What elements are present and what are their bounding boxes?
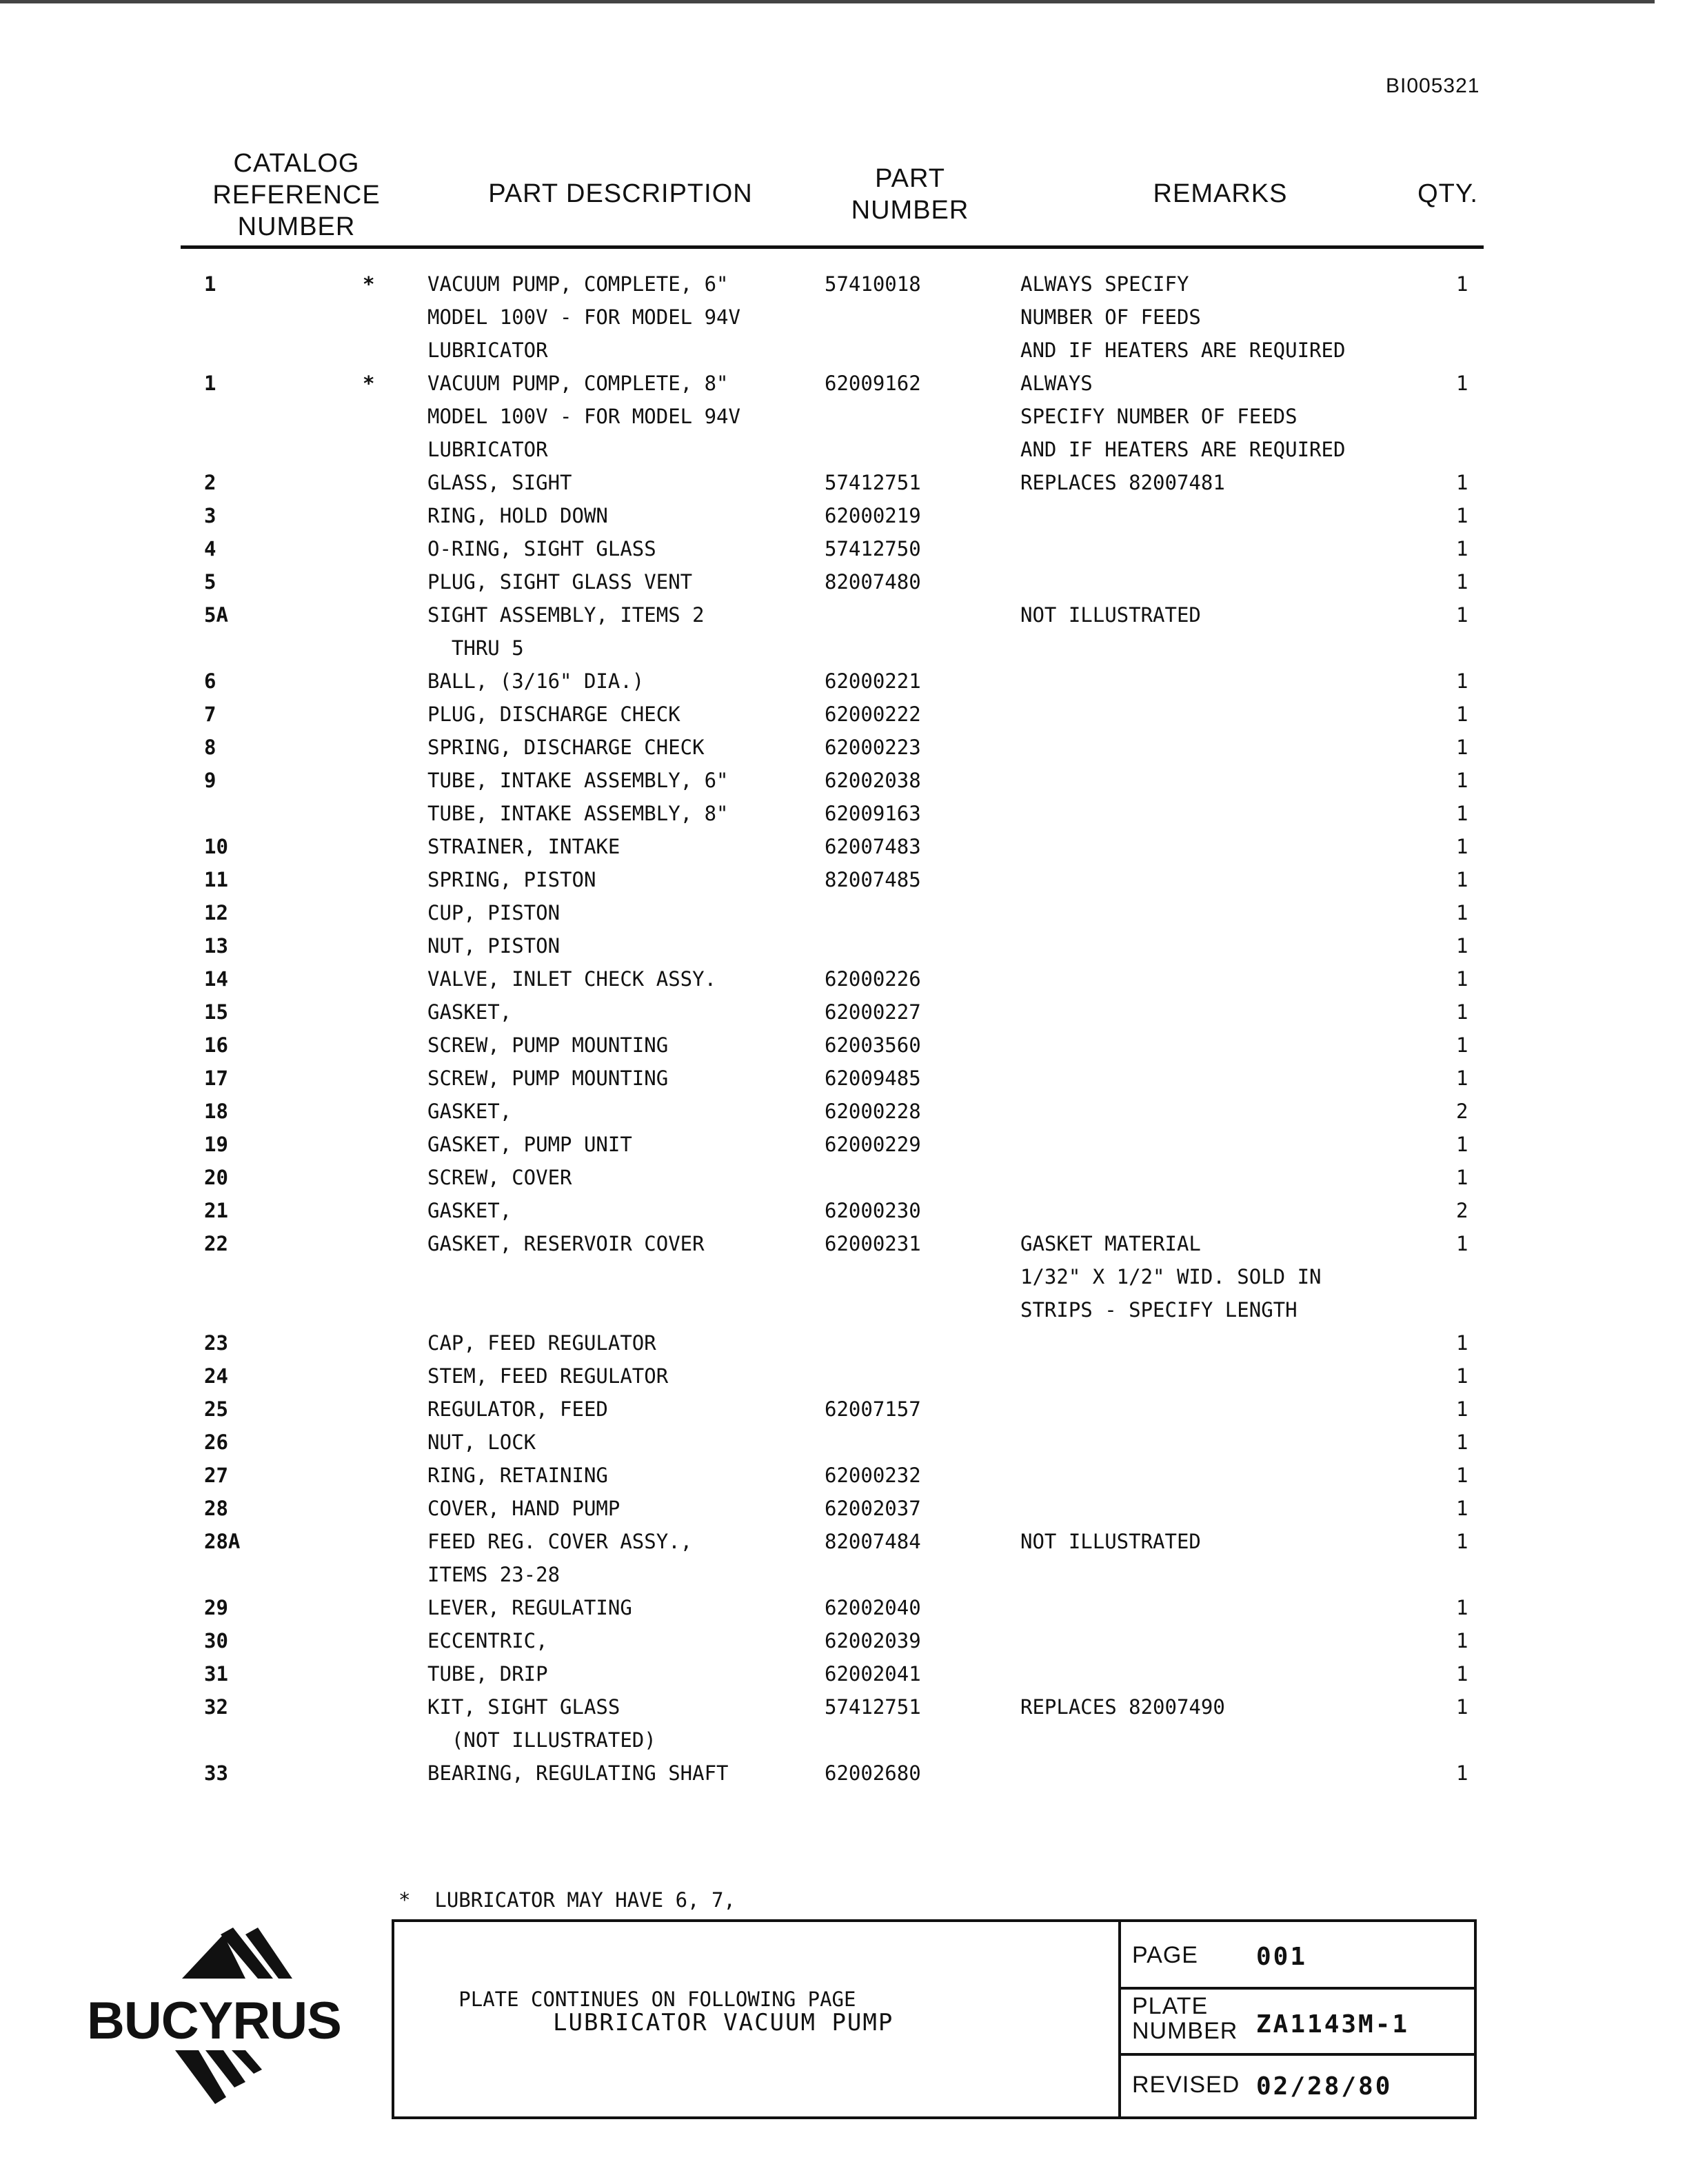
header-qty: QTY. (1417, 179, 1478, 208)
table-row (0, 962, 1696, 995)
description-cell (427, 1194, 512, 1227)
part-number-cell: 62002680 (825, 1761, 921, 1785)
description-cell (427, 896, 560, 929)
qty-cell: 1 (1456, 669, 1468, 693)
catalog-ref-cell: 13 (204, 934, 228, 958)
part-number-cell: 62000222 (825, 702, 921, 726)
remarks-line: NUMBER OF FEEDS (1020, 305, 1201, 329)
part-number-cell: 62000228 (825, 1100, 921, 1123)
qty-cell: 1 (1456, 504, 1468, 527)
asterisk-mark: * (363, 372, 375, 395)
qty-cell: 1 (1456, 1530, 1468, 1553)
catalog-ref-cell: 25 (204, 1397, 228, 1421)
remarks-line: REPLACES 82007490 (1020, 1695, 1225, 1719)
catalog-ref-cell: 11 (204, 868, 228, 891)
table-row (0, 1393, 1696, 1426)
description-cell (427, 565, 692, 598)
catalog-ref-cell: 9 (204, 769, 216, 792)
qty-cell: 1 (1456, 1166, 1468, 1189)
description-cell (427, 466, 572, 499)
description-cell (427, 1426, 536, 1459)
remarks-cell (1020, 1690, 1225, 1723)
description-line: STRAINER, INTAKE (427, 835, 620, 858)
qty-cell: 1 (1456, 570, 1468, 594)
table-row (0, 565, 1696, 598)
title-block (392, 1919, 1477, 2119)
description-cell (427, 1657, 548, 1690)
table-row (0, 1492, 1696, 1525)
description-line: BALL, (3/16" DIA.) (427, 669, 645, 693)
description-line: GASKET, PUMP UNIT (427, 1133, 632, 1156)
catalog-ref-cell: 12 (204, 901, 228, 924)
catalog-ref-cell: 30 (204, 1629, 228, 1652)
table-row (0, 1095, 1696, 1128)
table-row (0, 1591, 1696, 1624)
qty-cell: 1 (1456, 901, 1468, 924)
catalog-ref-cell: 33 (204, 1761, 228, 1785)
table-row (0, 598, 1696, 665)
header-remarks: REMARKS (1153, 179, 1288, 208)
table-row (0, 1459, 1696, 1492)
header-part-line1: PART (875, 164, 945, 193)
qty-cell: 1 (1456, 1397, 1468, 1421)
table-row (0, 1128, 1696, 1161)
catalog-ref-cell: 1 (204, 372, 216, 395)
description-cell (427, 1624, 548, 1657)
description-cell (427, 367, 740, 466)
catalog-ref-cell: 17 (204, 1066, 228, 1090)
revised-label: REVISED (1132, 2072, 1240, 2098)
description-line: VALVE, INLET CHECK ASSY. (427, 967, 717, 991)
part-number-cell: 62007483 (825, 835, 921, 858)
description-line: REGULATOR, FEED (427, 1397, 608, 1421)
catalog-ref-cell: 10 (204, 835, 228, 858)
table-row (0, 1690, 1696, 1757)
remarks-line: ALWAYS (1020, 372, 1093, 395)
description-line: CAP, FEED REGULATOR (427, 1331, 656, 1355)
part-number-cell: 82007485 (825, 868, 921, 891)
plate-label (1132, 1994, 1238, 2043)
qty-cell: 1 (1456, 1133, 1468, 1156)
table-row (0, 1227, 1696, 1326)
plate-label-line2: NUMBER (1132, 2018, 1238, 2044)
part-number-cell: 62007157 (825, 1397, 921, 1421)
part-number-cell: 62002038 (825, 769, 921, 792)
description-line: MODEL 100V - FOR MODEL 94V (427, 305, 740, 329)
header-rule (181, 245, 1484, 249)
part-number-cell: 57410018 (825, 272, 921, 296)
part-number-cell: 62000226 (825, 967, 921, 991)
header-part-line2: NUMBER (851, 196, 969, 225)
description-cell (427, 962, 716, 995)
qty-cell: 1 (1456, 1331, 1468, 1355)
asterisk-mark: * (363, 272, 375, 296)
description-cell (427, 1492, 620, 1525)
page-value: 001 (1256, 1943, 1308, 1971)
description-line: BEARING, REGULATING SHAFT (427, 1761, 729, 1785)
description-cell (427, 995, 512, 1029)
qty-cell: 1 (1456, 967, 1468, 991)
qty-cell: 1 (1456, 835, 1468, 858)
description-line: O-RING, SIGHT GLASS (427, 537, 656, 560)
qty-cell: 2 (1456, 1199, 1468, 1222)
description-line: GLASS, SIGHT (427, 471, 572, 494)
catalog-ref-cell: 16 (204, 1033, 228, 1057)
table-row (0, 1161, 1696, 1194)
part-number-cell: 57412751 (825, 1695, 921, 1719)
revised-value: 02/28/80 (1256, 2072, 1393, 2101)
description-line: COVER, HAND PUMP (427, 1497, 620, 1520)
description-cell (427, 598, 705, 665)
qty-cell: 1 (1456, 272, 1468, 296)
description-line: THRU 5 (427, 636, 524, 660)
description-cell (427, 1161, 572, 1194)
bucyrus-logo (85, 1923, 375, 2123)
plate-number-value: ZA1143M-1 (1256, 2010, 1410, 2039)
qty-cell: 1 (1456, 537, 1468, 560)
part-number-cell: 62000227 (825, 1000, 921, 1024)
part-number-cell: 62000229 (825, 1133, 921, 1156)
table-row (0, 499, 1696, 532)
header-ref-line3: NUMBER (237, 212, 356, 241)
qty-cell: 1 (1456, 1000, 1468, 1024)
qty-cell: 1 (1456, 1662, 1468, 1686)
remarks-cell (1020, 598, 1201, 631)
description-cell (427, 1359, 668, 1393)
scan-top-edge (0, 0, 1655, 3)
table-row (0, 466, 1696, 499)
remarks-line: NOT ILLUSTRATED (1020, 1530, 1201, 1553)
part-number-cell: 82007480 (825, 570, 921, 594)
description-cell (427, 1525, 692, 1591)
description-line: GASKET, (427, 1100, 512, 1123)
table-row (0, 1624, 1696, 1657)
table-row (0, 1426, 1696, 1459)
description-cell (427, 929, 560, 962)
qty-cell: 1 (1456, 372, 1468, 395)
description-cell (427, 1095, 512, 1128)
qty-cell: 1 (1456, 1695, 1468, 1719)
part-number-cell: 62002040 (825, 1596, 921, 1619)
description-line: SIGHT ASSEMBLY, ITEMS 2 (427, 603, 705, 627)
header-ref-line2: REFERENCE (212, 181, 381, 210)
remarks-line: REPLACES 82007481 (1020, 471, 1225, 494)
description-line: GASKET, RESERVOIR COVER (427, 1232, 705, 1255)
remarks-cell (1020, 367, 1345, 466)
part-number-cell: 62002037 (825, 1497, 921, 1520)
description-cell (427, 1128, 632, 1161)
part-number-cell: 57412751 (825, 471, 921, 494)
remarks-cell (1020, 1525, 1201, 1558)
table-row (0, 1194, 1696, 1227)
description-line: STEM, FEED REGULATOR (427, 1364, 669, 1388)
header-ref-line1: CATALOG (233, 149, 360, 178)
catalog-ref-cell: 28 (204, 1497, 228, 1520)
description-line: ITEMS 23-28 (427, 1563, 561, 1586)
catalog-ref-cell: 24 (204, 1364, 228, 1388)
remarks-line: AND IF HEATERS ARE REQUIRED (1020, 438, 1346, 461)
catalog-ref-cell: 29 (204, 1596, 228, 1619)
catalog-ref-cell: 14 (204, 967, 228, 991)
description-line: VACUUM PUMP, COMPLETE, 8" (427, 372, 729, 395)
page-label: PAGE (1132, 1942, 1198, 1968)
catalog-ref-cell: 18 (204, 1100, 228, 1123)
document-id: BI005321 (1386, 74, 1480, 97)
description-line: GASKET, (427, 1199, 512, 1222)
description-cell (427, 764, 729, 797)
description-cell (427, 698, 680, 731)
table-row (0, 863, 1696, 896)
table-row (0, 995, 1696, 1029)
remarks-line: ALWAYS SPECIFY (1020, 272, 1189, 296)
footnote-line2: PLATE CONTINUES ON FOLLOWING PAGE (398, 1988, 856, 2011)
description-line: TUBE, INTAKE ASSEMBLY, 8" (427, 802, 729, 825)
part-number-cell: 62009485 (825, 1066, 921, 1090)
description-line: (NOT ILLUSTRATED) (427, 1728, 656, 1752)
description-line: SPRING, PISTON (427, 868, 596, 891)
table-row (0, 830, 1696, 863)
description-cell (427, 532, 656, 565)
catalog-ref-cell: 5 (204, 570, 216, 594)
qty-cell: 1 (1456, 1464, 1468, 1487)
qty-cell: 1 (1456, 934, 1468, 958)
description-line: SCREW, PUMP MOUNTING (427, 1033, 669, 1057)
logo-text: BUCYRUS (87, 1992, 341, 2050)
remarks-line: SPECIFY NUMBER OF FEEDS (1020, 405, 1298, 428)
description-cell (427, 1227, 705, 1260)
qty-cell: 1 (1456, 1364, 1468, 1388)
part-number-cell: 62000230 (825, 1199, 921, 1222)
catalog-ref-cell: 8 (204, 736, 216, 759)
plate-row (1121, 1990, 1474, 2056)
part-number-cell: 62000219 (825, 504, 921, 527)
header-part-number (827, 163, 993, 226)
part-number-cell: 62000231 (825, 1232, 921, 1255)
catalog-ref-cell: 21 (204, 1199, 228, 1222)
catalog-ref-cell: 5A (204, 603, 228, 627)
description-cell (427, 863, 596, 896)
title-info-box (1118, 1919, 1477, 2119)
part-number-cell: 62000223 (825, 736, 921, 759)
catalog-ref-cell: 26 (204, 1430, 228, 1454)
catalog-ref-cell: 19 (204, 1133, 228, 1156)
plate-label-line1: PLATE (1132, 1993, 1209, 2019)
description-line: RING, RETAINING (427, 1464, 608, 1487)
catalog-ref-cell: 20 (204, 1166, 228, 1189)
catalog-ref-cell: 27 (204, 1464, 228, 1487)
catalog-ref-cell: 3 (204, 504, 216, 527)
part-number-cell: 62003560 (825, 1033, 921, 1057)
description-cell (427, 1326, 656, 1359)
table-row (0, 267, 1696, 367)
parts-table (0, 267, 1696, 1790)
table-row (0, 1657, 1696, 1690)
description-line: FEED REG. COVER ASSY., (427, 1530, 693, 1553)
part-number-cell: 62009162 (825, 372, 921, 395)
qty-cell: 2 (1456, 1100, 1468, 1123)
page-row (1121, 1922, 1474, 1990)
description-line: LUBRICATOR (427, 338, 548, 362)
remarks-line: STRIPS - SPECIFY LENGTH (1020, 1298, 1298, 1322)
description-line: TUBE, DRIP (427, 1662, 548, 1686)
table-row (0, 1525, 1696, 1591)
catalog-ref-cell: 6 (204, 669, 216, 693)
part-number-cell: 82007484 (825, 1530, 921, 1553)
part-number-cell: 62002039 (825, 1629, 921, 1652)
table-row (0, 1029, 1696, 1062)
description-line: LUBRICATOR (427, 438, 548, 461)
table-row (0, 367, 1696, 466)
description-cell (427, 1062, 668, 1095)
part-number-cell: 57412750 (825, 537, 921, 560)
description-cell (427, 1690, 656, 1757)
description-line: KIT, SIGHT GLASS (427, 1695, 620, 1719)
description-cell (427, 499, 608, 532)
qty-cell: 1 (1456, 868, 1468, 891)
qty-cell: 1 (1456, 769, 1468, 792)
catalog-ref-cell: 22 (204, 1232, 228, 1255)
part-number-cell: 62009163 (825, 802, 921, 825)
header-catalog-reference (200, 148, 393, 243)
table-row (0, 665, 1696, 698)
description-cell (427, 1459, 608, 1492)
description-cell (427, 731, 705, 764)
remarks-line: AND IF HEATERS ARE REQUIRED (1020, 338, 1346, 362)
qty-cell: 1 (1456, 802, 1468, 825)
description-cell (427, 1029, 668, 1062)
qty-cell: 1 (1456, 1232, 1468, 1255)
table-row (0, 797, 1696, 830)
catalog-ref-cell: 7 (204, 702, 216, 726)
description-line: RING, HOLD DOWN (427, 504, 608, 527)
table-row (0, 731, 1696, 764)
description-cell (427, 1757, 729, 1790)
qty-cell: 1 (1456, 736, 1468, 759)
description-cell (427, 1393, 608, 1426)
qty-cell: 1 (1456, 603, 1468, 627)
qty-cell: 1 (1456, 702, 1468, 726)
qty-cell: 1 (1456, 1497, 1468, 1520)
description-line: GASKET, (427, 1000, 512, 1024)
remarks-cell (1020, 1227, 1322, 1326)
table-row (0, 1062, 1696, 1095)
qty-cell: 1 (1456, 1033, 1468, 1057)
description-line: NUT, PISTON (427, 934, 561, 958)
description-line: TUBE, INTAKE ASSEMBLY, 6" (427, 769, 729, 792)
description-cell (427, 797, 729, 830)
table-row (0, 1326, 1696, 1359)
description-cell (427, 267, 740, 367)
qty-cell: 1 (1456, 471, 1468, 494)
table-row (0, 764, 1696, 797)
table-row (0, 698, 1696, 731)
catalog-ref-cell: 4 (204, 537, 216, 560)
table-row (0, 1359, 1696, 1393)
catalog-ref-cell: 15 (204, 1000, 228, 1024)
remarks-cell (1020, 267, 1345, 367)
part-number-cell: 62000232 (825, 1464, 921, 1487)
remarks-cell (1020, 466, 1225, 499)
description-line: MODEL 100V - FOR MODEL 94V (427, 405, 740, 428)
description-line: LEVER, REGULATING (427, 1596, 632, 1619)
table-row (0, 532, 1696, 565)
table-row (0, 1757, 1696, 1790)
part-number-cell: 62002041 (825, 1662, 921, 1686)
catalog-ref-cell: 32 (204, 1695, 228, 1719)
qty-cell: 1 (1456, 1761, 1468, 1785)
description-line: SCREW, COVER (427, 1166, 572, 1189)
revised-row (1121, 2056, 1474, 2116)
catalog-ref-cell: 23 (204, 1331, 228, 1355)
catalog-ref-cell: 1 (204, 272, 216, 296)
description-cell (427, 1591, 632, 1624)
description-cell (427, 830, 620, 863)
description-cell (427, 665, 644, 698)
qty-cell: 1 (1456, 1596, 1468, 1619)
table-row (0, 929, 1696, 962)
remarks-line: NOT ILLUSTRATED (1020, 603, 1201, 627)
remarks-line: GASKET MATERIAL (1020, 1232, 1201, 1255)
description-line: PLUG, SIGHT GLASS VENT (427, 570, 693, 594)
description-line: SCREW, PUMP MOUNTING (427, 1066, 669, 1090)
description-line: PLUG, DISCHARGE CHECK (427, 702, 680, 726)
qty-cell: 1 (1456, 1066, 1468, 1090)
description-line: SPRING, DISCHARGE CHECK (427, 736, 705, 759)
description-line: ECCENTRIC, (427, 1629, 548, 1652)
table-row (0, 896, 1696, 929)
qty-cell: 1 (1456, 1430, 1468, 1454)
description-line: CUP, PISTON (427, 901, 561, 924)
qty-cell: 1 (1456, 1629, 1468, 1652)
plate-title: LUBRICATOR VACUUM PUMP (553, 2009, 894, 2036)
header-part-description: PART DESCRIPTION (488, 179, 753, 208)
footnote-line1: * LUBRICATOR MAY HAVE 6, 7, (398, 1888, 736, 1912)
description-line: NUT, LOCK (427, 1430, 536, 1454)
description-line: VACUUM PUMP, COMPLETE, 6" (427, 272, 729, 296)
remarks-line: 1/32" X 1/2" WID. SOLD IN (1020, 1265, 1322, 1288)
catalog-ref-cell: 28A (204, 1530, 241, 1553)
catalog-ref-cell: 31 (204, 1662, 228, 1686)
catalog-ref-cell: 2 (204, 471, 216, 494)
part-number-cell: 62000221 (825, 669, 921, 693)
